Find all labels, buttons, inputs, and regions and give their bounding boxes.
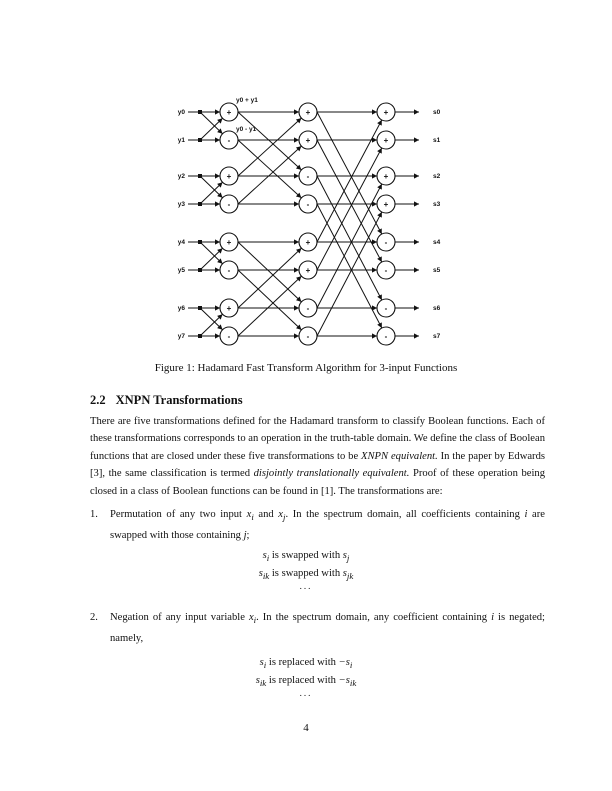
stage3-edge-straight-0-arrowhead — [372, 109, 377, 114]
output-label-3: s3 — [433, 201, 441, 208]
stage1-node-2-symbol: + — [226, 172, 232, 181]
stage2-node-3-symbol: - — [306, 200, 310, 209]
stage2-node-0-symbol: + — [305, 108, 311, 117]
output-edge-6-arrowhead — [414, 305, 419, 310]
input-label-6: y6 — [177, 305, 185, 312]
stage3-edge-straight-1-arrowhead — [372, 137, 377, 142]
section-title: XNPN Transformations — [115, 393, 243, 407]
output-label-0: s0 — [433, 109, 441, 116]
input-label-0: y0 — [177, 109, 185, 116]
section-number: 2.2 — [90, 393, 106, 407]
stage3-node-3-symbol: + — [383, 200, 389, 209]
intro-emph-2: disjointly translationally equivalent. — [253, 468, 410, 480]
stage3-edge-cross-1 — [317, 148, 382, 270]
stage2-edge-cross-5 — [238, 276, 301, 336]
stage1-node-1-symbol: - — [227, 136, 231, 145]
input-label-1: y1 — [177, 137, 185, 144]
stage1-edge-straight-5-arrowhead — [215, 267, 220, 272]
output-edge-4-arrowhead — [414, 239, 419, 244]
stage1-edge-straight-7-arrowhead — [215, 333, 220, 338]
intro-text-1: There are five transformations defined for the Hadamard transform to classify Boolean functions. Each of these transformations corresponds to an operation in the truth-table domain. We define the class of Boolean functions that are closed under these five transformations to be — [90, 416, 545, 462]
stage3-node-2-symbol: + — [383, 172, 389, 181]
stage3-node-1-symbol: + — [383, 136, 389, 145]
output-edge-1-arrowhead — [414, 137, 419, 142]
stage2-node-5-symbol: + — [305, 266, 311, 275]
stage2-edge-cross-1 — [238, 146, 301, 204]
stage2-edge-cross-2 — [238, 112, 301, 170]
output-label-7: s7 — [433, 333, 441, 340]
stage1-edge-straight-4-arrowhead — [215, 239, 220, 244]
ellipsis-2: ... — [299, 688, 313, 698]
stage3-edge-straight-4-arrowhead — [372, 239, 377, 244]
stage2-edge-straight-7-arrowhead — [294, 333, 299, 338]
stage2-edge-straight-0-arrowhead — [294, 109, 299, 114]
ellipsis-1: ... — [299, 581, 313, 591]
page-number: 4 — [303, 722, 309, 734]
output-label-1: s1 — [433, 137, 441, 144]
hadamard-butterfly-figure — [0, 0, 612, 360]
stage1-edge-straight-3-arrowhead — [215, 201, 220, 206]
stage3-node-7-symbol: - — [384, 332, 388, 341]
stage1-edge-straight-2-arrowhead — [215, 173, 220, 178]
output-label-6: s6 — [433, 305, 441, 312]
stage3-edge-cross-6 — [317, 176, 382, 300]
stage2-edge-straight-6-arrowhead — [294, 305, 299, 310]
intro-emph-1: XNPN equivalent. — [361, 450, 438, 462]
stage1-node-4-symbol: + — [226, 238, 232, 247]
stage2-node-6-symbol: - — [306, 304, 310, 313]
stage2-edge-straight-3-arrowhead — [294, 201, 299, 206]
stage3-node-0-symbol: + — [383, 108, 389, 117]
input-label-5: y5 — [177, 267, 185, 274]
stage1-node-5-symbol: - — [227, 266, 231, 275]
stage3-edge-cross-3 — [317, 212, 382, 336]
stage3-edge-cross-5 — [317, 140, 382, 262]
stage2-edge-cross-4 — [238, 248, 301, 308]
stage2-edge-straight-4-arrowhead — [294, 239, 299, 244]
output-edge-7-arrowhead — [414, 333, 419, 338]
stage2-edge-cross-7 — [238, 270, 301, 330]
output-label-2: s2 — [433, 173, 441, 180]
stage3-node-5-symbol: - — [384, 266, 388, 275]
stage1-node-7-symbol: - — [227, 332, 231, 341]
stage3-edge-straight-2-arrowhead — [372, 173, 377, 178]
stage1-edge-straight-6-arrowhead — [215, 305, 220, 310]
output-label-5: s5 — [433, 267, 441, 274]
equation-negate-2: $s_{ik}$ is replaced with $-s_{ik}$ — [255, 675, 357, 689]
stage2-node-1-symbol: + — [305, 136, 311, 145]
stage1-edge-straight-0-arrowhead — [215, 109, 220, 114]
equation-swap-1: $s_i$ is swapped with $s_j$ — [262, 550, 350, 564]
stage2-edge-cross-6 — [238, 242, 301, 302]
stage1-node-3-symbol: - — [227, 200, 231, 209]
intro-text-3: Proof of these operation being closed in a class of Boolean functions can be found in [1]. The transformations are: — [90, 468, 546, 497]
input-label-4: y4 — [177, 239, 185, 246]
stage1-node-0-symbol: + — [226, 108, 232, 117]
equation-swap-2: $s_{ik}$ is swapped with $s_{jk}$ — [258, 568, 354, 582]
output-edge-2-arrowhead — [414, 173, 419, 178]
input-label-7: y7 — [177, 333, 185, 340]
stage2-edge-straight-2-arrowhead — [294, 173, 299, 178]
stage3-edge-cross-7 — [317, 204, 382, 328]
stage1-node-6-symbol: + — [226, 304, 232, 313]
stage2-edge-straight-1-arrowhead — [294, 137, 299, 142]
stage2-node-2-symbol: - — [306, 172, 310, 181]
output-label-4: s4 — [433, 239, 441, 246]
stage2-node-7-symbol: - — [306, 332, 310, 341]
input-label-2: y2 — [177, 173, 185, 180]
stage3-edge-cross-4 — [317, 112, 382, 234]
output-edge-3-arrowhead — [414, 201, 419, 206]
list-number: 1. — [90, 509, 98, 520]
stage3-node-6-symbol: - — [384, 304, 388, 313]
figure-caption: Figure 1: Hadamard Fast Transform Algorithm for 3-input Functions — [154, 362, 458, 374]
annotation-sum: y0 + y1 — [236, 97, 258, 104]
stage2-node-4-symbol: + — [305, 238, 311, 247]
stage3-edge-straight-5-arrowhead — [372, 267, 377, 272]
intro-paragraph — [90, 413, 545, 500]
list-item-permutation — [90, 506, 545, 544]
stage2-edge-straight-5-arrowhead — [294, 267, 299, 272]
intro-text-2: In the paper by Edwards [3], the same classification is termed — [90, 450, 545, 480]
output-edge-5-arrowhead — [414, 267, 419, 272]
section-heading — [90, 393, 243, 408]
list-number: 2. — [90, 612, 98, 623]
stage3-node-4-symbol: - — [384, 238, 388, 247]
list-item-text: Permutation of any two input $x_i$ and $x_j$. In the spectrum domain, all coefficients containing i are swapped with those containing j; — [110, 509, 545, 541]
equation-negate-1: $s_i$ is replaced with $-s_i$ — [259, 657, 353, 671]
stage2-edge-cross-3 — [238, 140, 301, 198]
stage3-edge-straight-7-arrowhead — [372, 333, 377, 338]
stage3-edge-straight-3-arrowhead — [372, 201, 377, 206]
list-item-negation — [90, 609, 545, 647]
input-label-3: y3 — [177, 201, 185, 208]
output-edge-0-arrowhead — [414, 109, 419, 114]
stage1-edge-straight-1-arrowhead — [215, 137, 220, 142]
list-item-text: Negation of any input variable $x_i$. In the spectrum domain, any coefficient containing i is negated; namely, — [110, 612, 546, 644]
annotation-difference: y0 - y1 — [236, 126, 257, 133]
